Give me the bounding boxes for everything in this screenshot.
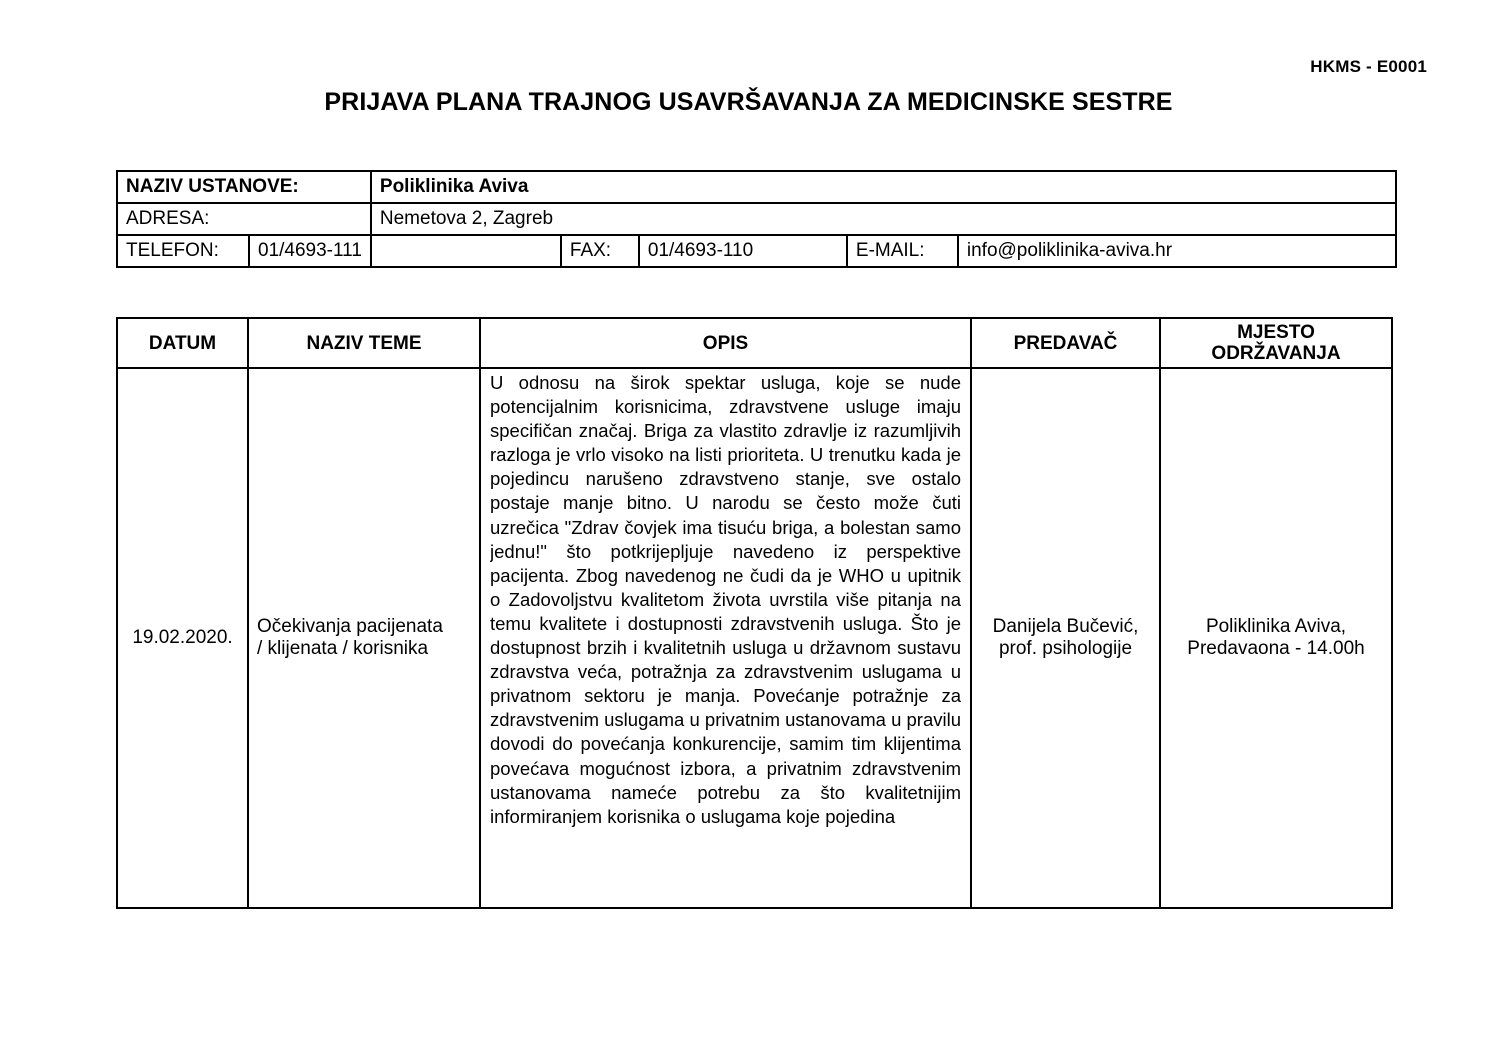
institution-address-label: ADRESA: bbox=[117, 203, 371, 235]
row-naziv-teme-line2: / klijenata / korisnika bbox=[257, 638, 429, 659]
document-title: PRIJAVA PLANA TRAJNOG USAVRŠAVANJA ZA MEDICINSKE SESTRE bbox=[324, 88, 1173, 116]
row-mjesto-line2: Predavaona - 14.00h bbox=[1187, 638, 1365, 659]
row-mjesto-line1: Poliklinika Aviva, bbox=[1205, 616, 1347, 637]
phone-value: 01/4693-111 bbox=[258, 240, 362, 261]
institution-name-row bbox=[117, 171, 1396, 203]
phone-label: TELEFON: bbox=[118, 236, 250, 266]
institution-address-value: Nemetova 2, Zagreb bbox=[371, 203, 1396, 235]
header-mjesto-line2: ODRŽAVANJA bbox=[1211, 343, 1341, 364]
row-naziv-teme bbox=[248, 368, 480, 908]
institution-address-row bbox=[117, 203, 1396, 235]
header-naziv-teme: NAZIV TEME bbox=[248, 318, 480, 368]
row-predavac-line1: Danijela Bučević, bbox=[992, 616, 1139, 637]
phone-value-spacer bbox=[371, 235, 561, 267]
row-predavac-line2: prof. psihologije bbox=[998, 638, 1133, 659]
institution-contact-row bbox=[117, 235, 1396, 267]
institution-table bbox=[116, 170, 1397, 268]
document-code: HKMS - E0001 bbox=[1310, 57, 1427, 76]
header-mjesto-line1: MJESTO bbox=[1237, 322, 1315, 343]
row-opis bbox=[480, 368, 971, 908]
table-row bbox=[117, 368, 1392, 908]
header-datum: DATUM bbox=[117, 318, 248, 368]
header-mjesto bbox=[1160, 318, 1392, 368]
row-predavac bbox=[971, 368, 1160, 908]
header-predavac: PREDAVAČ bbox=[971, 318, 1160, 368]
row-opis-text: U odnosu na širok spektar usluga, koje se nude potencijalnim korisnicima, zdravstvene usluge imaju specifičan značaj. Briga za vlastito zdravlje iz razumljivih razloga je vrlo visoko na listi prioriteta. U trenutku kada je pojedincu narušeno zdravstveno stanje, sve ostalo postaje manje bitno. U narodu se često može čuti uzrečica "Zdrav čovjek ima tisuću briga, a bolestan samo jednu!" što potkrijepljuje navedeno iz perspektive pacijenta. Zbog navedenog ne čudi da je WHO u upitnik o Zadovoljstvu kvalitetom života uvrstila više pitanja na temu kvalitete i dostupnosti zdravstvenih usluga. Što je dostupnost brzih i kvalitetnih usluga u državnom sustavu zdravstva veća, potražnja za zdravstvenim uslugama u privatnom sektoru je manja. Povećanje potražnje za zdravstvenim uslugama u privatnim ustanovama u pravilu dovodi do povećanja konkurencije, samim tim klijentima povećava mogućnost izbora, a privatnim zdravstvenim ustanovama nameće potrebu za što kvalitetnijim informiranjem korisnika o uslugama koje pojedina bbox=[490, 372, 961, 827]
email-value: info@poliklinika-aviva.hr bbox=[958, 235, 1396, 267]
row-datum: 19.02.2020. bbox=[117, 368, 248, 908]
header-opis: OPIS bbox=[480, 318, 971, 368]
row-naziv-teme-line1: Očekivanja pacijenata bbox=[257, 616, 443, 637]
fax-label: FAX: bbox=[561, 235, 639, 267]
institution-name-label: NAZIV USTANOVE: bbox=[117, 171, 371, 203]
plan-table bbox=[116, 317, 1393, 909]
row-mjesto bbox=[1160, 368, 1392, 908]
plan-header-row bbox=[117, 318, 1392, 368]
institution-name-value: Poliklinika Aviva bbox=[371, 171, 1396, 203]
fax-value: 01/4693-110 bbox=[639, 235, 847, 267]
email-label: E-MAIL: bbox=[847, 235, 958, 267]
phone-cell bbox=[117, 235, 371, 267]
